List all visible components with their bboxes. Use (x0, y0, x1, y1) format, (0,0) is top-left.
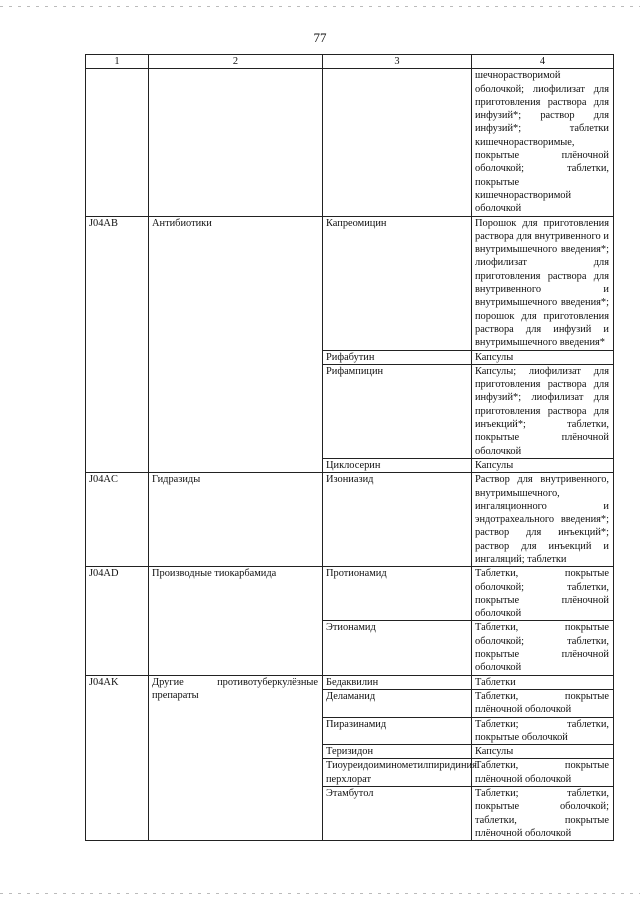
drug-name-cell: Пиразинамид (323, 717, 472, 745)
drug-name-cell: Тиоуреидоиминометилпиридиния перхлорат (323, 759, 472, 787)
group-name-cell: Гидразиды (149, 473, 323, 567)
drug-name-cell: Циклосерин (323, 458, 472, 472)
drug-name-cell: Бедаквилин (323, 675, 472, 689)
dosage-forms-cell: Таблетки; таблетки, покрытые оболочкой; таблетки, покрытые плёночной оболочкой (472, 787, 614, 841)
table-header-row (86, 55, 614, 69)
dosage-forms-cell: Таблетки, покрытые оболочкой; таблетки, покрытые плёночной оболочкой (472, 567, 614, 621)
drug-name-cell: Рифабутин (323, 350, 472, 364)
table-row (86, 473, 614, 567)
drug-name-cell: Этионамид (323, 621, 472, 675)
group-name-cell: Производные тиокарбамида (149, 567, 323, 675)
dosage-forms-cell: Таблетки, покрытые плёночной оболочкой (472, 759, 614, 787)
dosage-forms-cell: Порошок для приготовления раствора для внутривенного и внутримышечного введения*; лиофилизат для приготовления раствора для внутривенного и внутримышечного введения*; порошок для приготовления раствора для инфузий и внутримышечного введения* (472, 216, 614, 350)
dosage-forms-cell: Капсулы (472, 350, 614, 364)
table-row (86, 567, 614, 621)
dosage-forms-cell: Капсулы (472, 458, 614, 472)
drug-name-cell: Изониазид (323, 473, 472, 567)
dosage-forms-cell: Таблетки; таблетки, покрытые оболочкой (472, 717, 614, 745)
atc-code-cell: J04AK (86, 675, 149, 841)
scan-artifact-bottom (0, 893, 640, 894)
scan-artifact-top (0, 6, 640, 7)
drug-name-cell: Теризидон (323, 745, 472, 759)
table-row (86, 675, 614, 689)
dosage-forms-cell: Капсулы (472, 745, 614, 759)
group-cell (149, 69, 323, 216)
code-cell (86, 69, 149, 216)
dosage-forms-cell: Таблетки (472, 675, 614, 689)
drug-cell (323, 69, 472, 216)
header-col-4: 4 (472, 55, 614, 69)
drug-name-cell: Протионамид (323, 567, 472, 621)
group-name-cell: Антибиотики (149, 216, 323, 473)
table-row-continuation (86, 69, 614, 216)
header-col-2: 2 (149, 55, 323, 69)
atc-code-cell: J04AD (86, 567, 149, 675)
group-name-cell: Другие противотуберкулёзные препараты (149, 675, 323, 841)
header-col-1: 1 (86, 55, 149, 69)
drug-name-cell: Этамбутол (323, 787, 472, 841)
dosage-forms-cell: Капсулы; лиофилизат для приготовления раствора для инфузий*; лиофилизат для приготовления раствора для инъекций*; таблетки, покрытые плёночной оболочкой (472, 364, 614, 458)
drug-name-cell: Капреомицин (323, 216, 472, 350)
drug-name-cell: Деламанид (323, 689, 472, 717)
header-col-3: 3 (323, 55, 472, 69)
atc-code-cell: J04AB (86, 216, 149, 473)
dosage-forms-cell: Таблетки, покрытые оболочкой; таблетки, покрытые плёночной оболочкой (472, 621, 614, 675)
page-number: 77 (313, 30, 327, 45)
drug-name-cell: Рифампицин (323, 364, 472, 458)
drug-classification-table (85, 54, 614, 841)
forms-cell: шечнорастворимой оболочкой; лиофилизат для приготовления раствора для инфузий*; раствор для инфузий*; таблетки кишечнорастворимые, покрытые плёночной оболочкой; таблетки, покрытые кишечнорастворимой оболочкой (472, 69, 614, 216)
atc-code-cell: J04AC (86, 473, 149, 567)
dosage-forms-cell: Раствор для внутривенного, внутримышечного, ингаляционного и эндотрахеального введения*; раствор для инъекций*; раствор для инъекций и ингаляций; таблетки (472, 473, 614, 567)
dosage-forms-cell: Таблетки, покрытые плёночной оболочкой (472, 689, 614, 717)
table-row (86, 216, 614, 350)
